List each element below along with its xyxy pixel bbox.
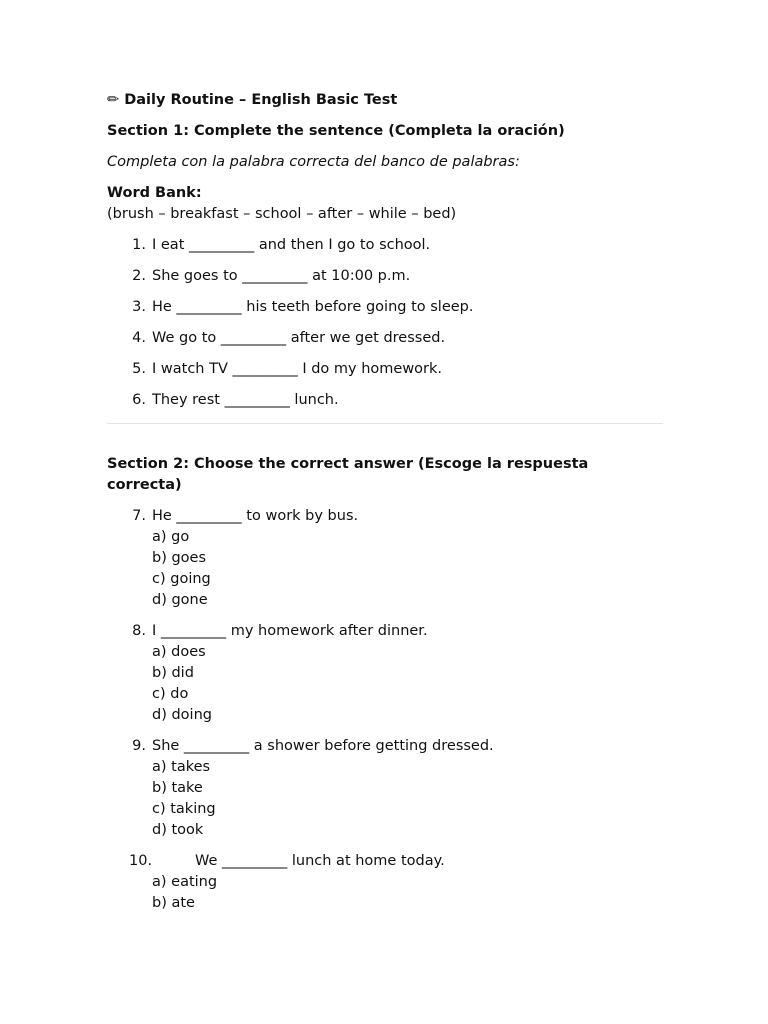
question-item bbox=[107, 266, 663, 287]
question-text: We go to _________ after we get dressed. bbox=[152, 330, 446, 346]
page-title: ✏ Daily Routine – English Basic Test bbox=[107, 92, 398, 108]
question-text: I _________ my homework after dinner. bbox=[152, 623, 428, 639]
question-number: 2. bbox=[132, 268, 146, 284]
question-text: We _________ lunch at home today. bbox=[195, 853, 445, 869]
question-item bbox=[107, 736, 663, 841]
answer-options bbox=[152, 872, 663, 914]
question-text: They rest _________ lunch. bbox=[152, 392, 339, 408]
answer-option: a) takes bbox=[152, 759, 211, 775]
question-item bbox=[107, 359, 663, 380]
question-text: She goes to _________ at 10:00 p.m. bbox=[152, 268, 411, 284]
question-item bbox=[107, 851, 663, 914]
question-number: 3. bbox=[132, 299, 146, 315]
answer-option: b) ate bbox=[152, 895, 195, 911]
answer-option: c) going bbox=[152, 571, 211, 587]
answer-option: d) doing bbox=[152, 707, 212, 723]
answer-option: d) gone bbox=[152, 592, 208, 608]
answer-option: a) does bbox=[152, 644, 206, 660]
question-number: 4. bbox=[132, 330, 146, 346]
answer-option: a) go bbox=[152, 529, 190, 545]
section2-heading: Section 2: Choose the correct answer (Escoge la respuesta correcta) bbox=[107, 456, 589, 493]
question-item bbox=[107, 235, 663, 256]
answer-option: c) taking bbox=[152, 801, 216, 817]
question-number: 8. bbox=[132, 623, 146, 639]
question-number: 6. bbox=[132, 392, 146, 408]
section1-instruction: Completa con la palabra correcta del banco de palabras: bbox=[107, 154, 520, 170]
answer-option: a) eating bbox=[152, 874, 218, 890]
question-text: I eat _________ and then I go to school. bbox=[152, 237, 431, 253]
question-text: She _________ a shower before getting dressed. bbox=[152, 738, 494, 754]
question-text: He _________ his teeth before going to sleep. bbox=[152, 299, 474, 315]
question-item bbox=[107, 506, 663, 611]
answer-options bbox=[152, 527, 663, 611]
answer-option: b) did bbox=[152, 665, 194, 681]
question-number: 9. bbox=[132, 738, 146, 754]
question-text: I watch TV _________ I do my homework. bbox=[152, 361, 443, 377]
answer-options bbox=[152, 757, 663, 841]
question-number: 10. bbox=[129, 853, 153, 869]
question-text: He _________ to work by bus. bbox=[152, 508, 359, 524]
section1-heading: Section 1: Complete the sentence (Completa la oración) bbox=[107, 123, 565, 139]
answer-option: d) took bbox=[152, 822, 204, 838]
answer-option: b) goes bbox=[152, 550, 207, 566]
word-bank-words: (brush – breakfast – school – after – while – bed) bbox=[107, 206, 457, 222]
test-page bbox=[107, 90, 663, 924]
answer-option: b) take bbox=[152, 780, 203, 796]
word-bank-label: Word Bank: bbox=[107, 185, 202, 201]
question-item bbox=[107, 297, 663, 318]
question-item bbox=[107, 390, 663, 411]
answer-options bbox=[152, 642, 663, 726]
question-item bbox=[107, 328, 663, 349]
question-number: 7. bbox=[132, 508, 146, 524]
section1-question-list bbox=[107, 235, 663, 411]
answer-option: c) do bbox=[152, 686, 189, 702]
section-divider bbox=[107, 423, 663, 424]
question-item bbox=[107, 621, 663, 726]
question-number: 1. bbox=[132, 237, 146, 253]
section2-question-list bbox=[107, 506, 663, 914]
question-number: 5. bbox=[132, 361, 146, 377]
